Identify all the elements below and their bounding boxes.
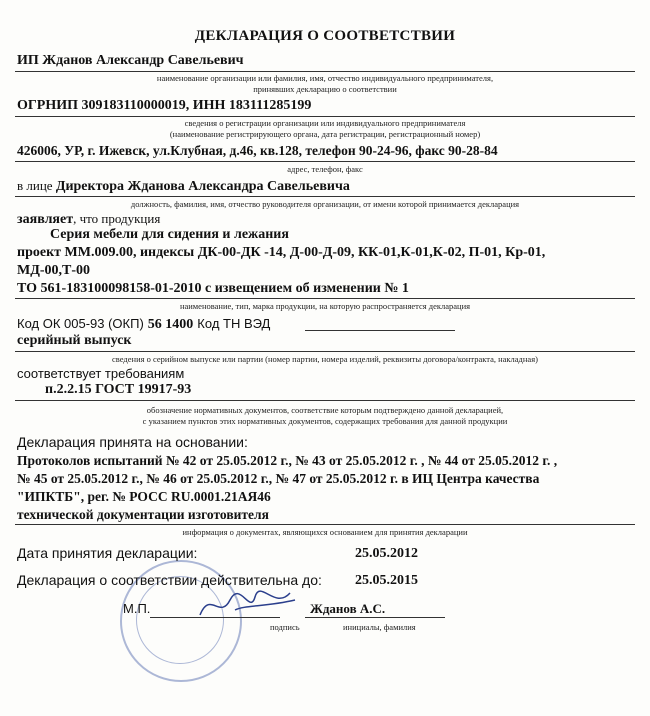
date-accept-label: Дата принятия декларации: (17, 545, 198, 561)
product-line-2: проект ММ.009.00, индексы ДК-00-ДК -14, Д-00-Д-09, КК-01,К-01,К-02, П-01, Кр-01, (17, 245, 546, 260)
caption-initials: инициалы, фамилия (343, 622, 416, 632)
mp-label: М.П. (123, 601, 151, 616)
divider (15, 400, 635, 401)
product-line-4: ТО 561-183100098158-01-2010 с извещением об изменении № 1 (17, 281, 409, 296)
ogrn: ОГРНИП 309183110000019, ИНН 183111285199 (17, 98, 312, 113)
divider (15, 161, 635, 162)
caption-signature: подпись (270, 622, 300, 632)
caption-registration-2: (наименование регистрирующего органа, дата регистрации, регистрационный номер) (169, 129, 481, 139)
initials-line (305, 617, 445, 618)
divider (15, 196, 635, 197)
caption-registration-1: сведения о регистрации организации или индивидуального предпринимателя (184, 118, 466, 128)
divider (15, 351, 635, 352)
document-title: ДЕКЛАРАЦИЯ О СООТВЕТСТВИИ (194, 28, 456, 44)
caption-product: наименование, тип, марка продукции, на которую распространяется декларация (179, 301, 471, 311)
declares-line (17, 211, 160, 228)
tnved-label: Код ТН ВЭД (197, 316, 271, 331)
caption-norm-2: с указанием пунктов этих нормативных документов, содержащих требования для данной продукции (142, 416, 508, 426)
caption-address: адрес, телефон, факс (287, 164, 363, 174)
valid-until-label: Декларация о соответствии действительна до: (17, 572, 322, 588)
okp-prefix: Код ОК 005-93 (ОКП) (17, 316, 144, 331)
divider (15, 298, 635, 299)
caption-norm-1: обозначение нормативных документов, соответствие которым подтверждено данной декларацией, (146, 405, 504, 415)
basis-line-3: "ИПКТБ", рег. № РОСС RU.0001.21АЯ46 (17, 489, 271, 504)
complies: соответствует требованиям (17, 366, 185, 381)
serial: серийный выпуск (17, 333, 132, 348)
caption-basis: информация о документах, являющихся основанием для принятия декларации (182, 527, 468, 537)
caption-person: должность, фамилия, имя, отчество руководителя организации, от имени которой принимается декларация (130, 199, 520, 209)
caption-serial: сведения о серийном выпуске или партии (номер партии, номера изделий, реквизиты договора/контракта, накладная) (112, 354, 538, 364)
declares-bold: заявляет (17, 212, 74, 227)
basis-label: Декларация принята на основании: (17, 434, 248, 450)
divider (15, 71, 635, 72)
caption-org-2: принявших декларацию о соответствии (253, 84, 397, 94)
divider (15, 116, 635, 117)
tnved-blank-line (305, 330, 455, 331)
product-line-3: МД-00,Т-00 (17, 263, 91, 278)
signature-icon (195, 585, 305, 625)
basis-line-4: технической документации изготовителя (17, 507, 269, 522)
address: 426006, УР, г. Ижевск, ул.Клубная, д.46, кв.128, телефон 90-24-96, факс 90-28-84 (17, 143, 498, 158)
signer-name: Жданов А.С. (310, 601, 386, 616)
okp-code: 56 1400 (147, 317, 194, 332)
valid-until-date: 25.05.2015 (355, 573, 418, 588)
basis-line-1: Протоколов испытаний № 42 от 25.05.2012 г., № 43 от 25.05.2012 г. , № 44 от 25.05.2012 г. , (17, 453, 558, 468)
gost: п.2.2.15 ГОСТ 19917-93 (45, 382, 192, 397)
product-line-1: Серия мебели для сидения и лежания (50, 227, 289, 242)
org-name: ИП Жданов Александр Савельевич (17, 53, 244, 68)
divider (15, 524, 635, 525)
basis-line-2: № 45 от 25.05.2012 г., № 46 от 25.05.2012 г., № 47 от 25.05.2012 г. в ИЦ Центра качества (17, 471, 540, 486)
declares-rest: , что продукция (73, 211, 161, 226)
caption-org-1: наименование организации или фамилия, имя, отчество индивидуального предпринимателя, (156, 73, 494, 83)
in-person-prefix: в лице (17, 178, 53, 193)
date-accept: 25.05.2012 (355, 546, 418, 561)
in-person-line (17, 178, 350, 195)
in-person-name: Директора Жданова Александра Савельевича (55, 179, 350, 194)
codes-line (17, 315, 270, 333)
